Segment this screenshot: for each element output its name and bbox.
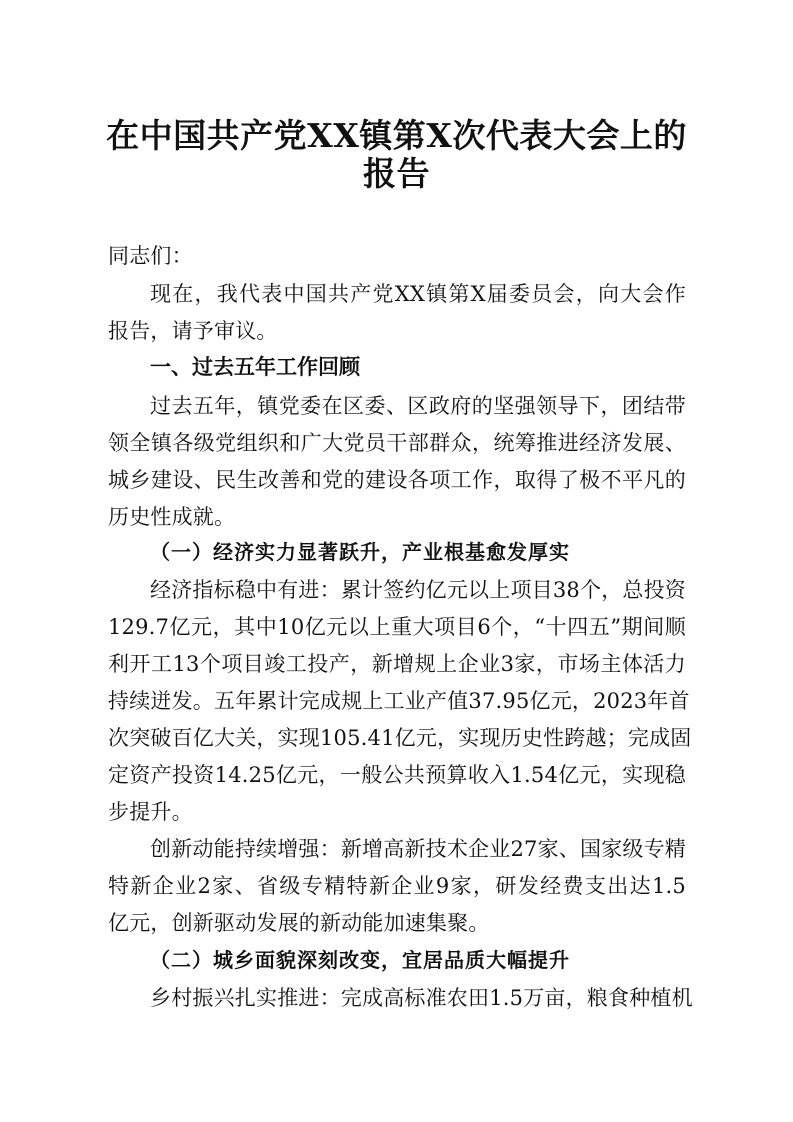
- paragraph-line: 定资产投资14.25亿元，一般公共预算收入1.54亿元，实现稳: [108, 763, 686, 787]
- paragraph-line: 次突破百亿大关，实现105.41亿元，实现历史性跨越；完成固: [108, 726, 692, 750]
- paragraph-line: 亿元，创新驱动发展的新动能加速集聚。: [108, 911, 490, 935]
- report-title-line-2: 报告: [363, 154, 430, 193]
- paragraph-line: 利开工13个项目竣工投产，新增规上企业3家，市场主体活力: [108, 652, 686, 676]
- paragraph-line: 城乡建设、民生改善和党的建设各项工作，取得了极不平凡的: [108, 468, 686, 492]
- paragraph-line: 乡村振兴扎实推进：完成高标准农田1.5万亩，粮食种植机: [150, 986, 693, 1010]
- paragraph-line: 历史性成就。: [108, 505, 236, 529]
- intro-line: 现在，我代表中国共产党XX镇第X届委员会，向大会作: [150, 282, 686, 306]
- report-title-line-1: 在中国共产党XX镇第X次代表大会上的: [106, 116, 687, 155]
- paragraph-line: 经济指标稳中有进：累计签约亿元以上项目38个，总投资: [150, 578, 686, 602]
- section-heading: 一、过去五年工作回顾: [150, 355, 360, 379]
- paragraph-line: 129.7亿元，其中10亿元以上重大项目6个，“十四五”期间顺: [108, 615, 686, 639]
- salutation: 同志们：: [108, 244, 193, 268]
- paragraph-line: 特新企业2家、省级专精特新企业9家，研发经费支出达1.5: [108, 874, 686, 898]
- subsection-heading: （一）经济实力显著跃升，产业根基愈发厚实: [150, 540, 570, 564]
- paragraph-line: 领全镇各级党组织和广大党员干部群众，统筹推进经济发展、: [108, 431, 686, 455]
- paragraph-line: 创新动能持续增强：新增高新技术企业27家、国家级专精: [150, 837, 686, 861]
- paragraph-line: 持续迸发。五年累计完成规上工业产值37.95亿元，2023年首: [108, 689, 690, 713]
- paragraph-line: 过去五年，镇党委在区委、区政府的坚强领导下，团结带: [150, 394, 686, 418]
- paragraph-line: 步提升。: [108, 800, 193, 824]
- subsection-heading: （二）城乡面貌深刻改变，宜居品质大幅提升: [150, 948, 570, 972]
- intro-line: 报告，请予审议。: [108, 319, 278, 343]
